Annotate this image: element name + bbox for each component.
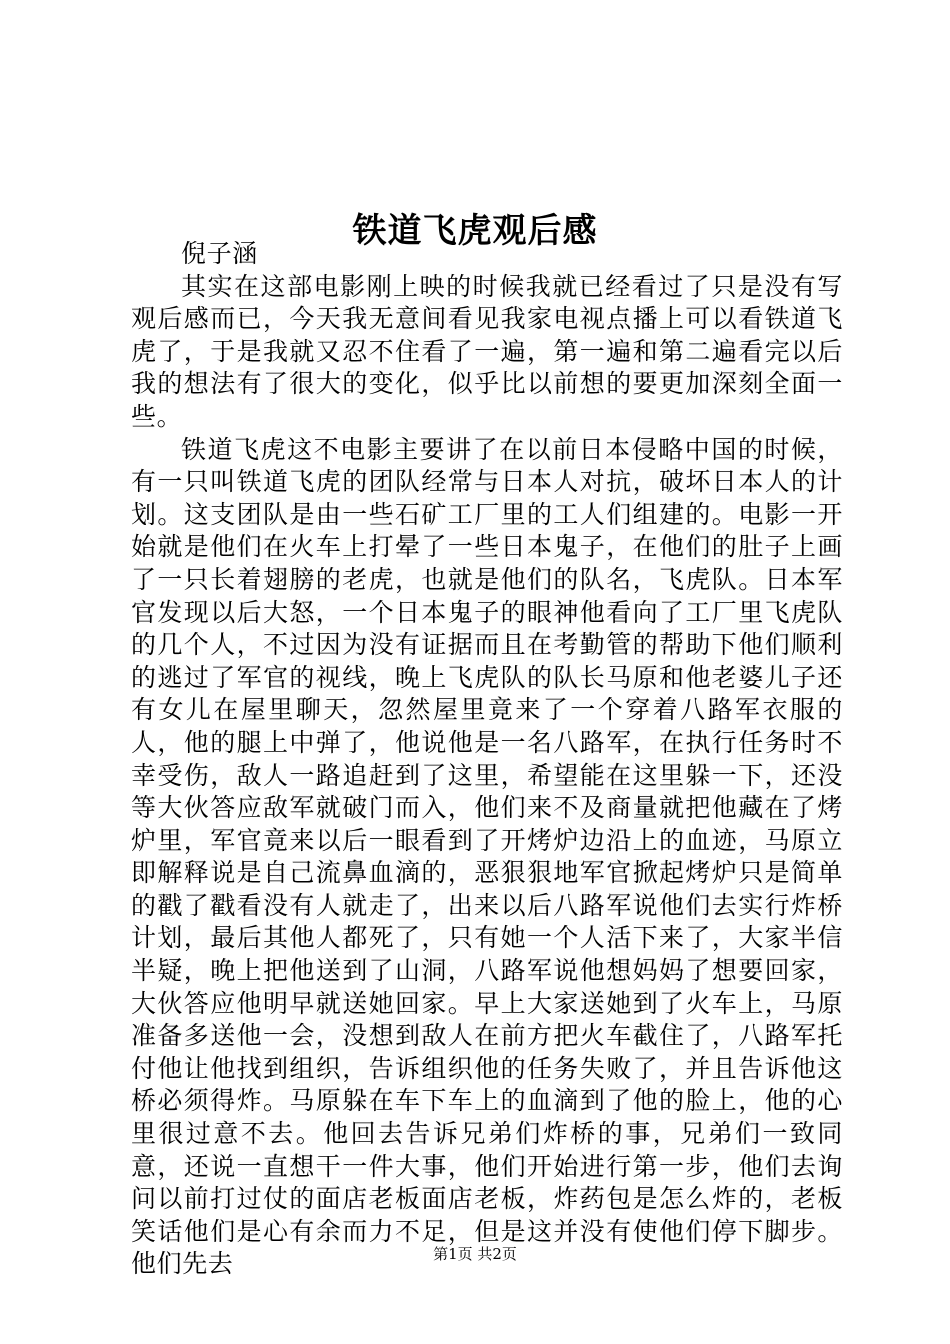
document-body [131,238,843,1281]
paragraph-1: 其实在这部电影刚上映的时候我就已经看过了只是没有写观后感而已，今天我无意间看见我家电视点播上可以看铁道飞虎了，于是我就又忍不住看了一遍，第一遍和第二遍看完以后我的想法有了很大的变化，似乎比以前想的要更加深刻全面一些。 [131,271,843,431]
page-footer: 第1页 共2页 [433,1245,517,1263]
author-name: 倪子涵 [181,239,258,268]
paragraph-2: 铁道飞虎这不电影主要讲了在以前日本侵略中国的时候，有一只叫铁道飞虎的团队经常与日本人对抗，破坏日本人的计划。这支团队是由一些石矿工厂里的工人们组建的。电影一开始就是他们在火车上打晕了一些日本鬼子，在他们的肚子上画了一只长着翅膀的老虎，也就是他们的队名，飞虎队。日本军官发现以后大怒，一个日本鬼子的眼神他看向了工厂里飞虎队的几个人，不过因为没有证据而且在考勤管的帮助下他们顺利的逃过了军官的视线，晚上飞虎队的队长马原和他老婆儿子还有女儿在屋里聊天，忽然屋里竟来了一个穿着八路军衣服的人，他的腿上中弹了，他说他是一名八路军，在执行任务时不幸受伤，敌人一路追赶到了这里，希望能在这里躲一下，还没等大伙答应敌军就破门而入，他们来不及商量就把他藏在了烤炉里，军官竟来以后一眼看到了开烤炉边沿上的血迹，马原立即解释说是自己流鼻血滴的，恶狠狠地军官掀起烤炉只是简单的戳了戳看没有人就走了，出来以后八路军说他们去实行炸桥计划，最后其他人都死了，只有她一个人活下来了，大家半信半疑，晚上把他送到了山洞，八路军说他想妈妈了想要回家，大伙答应他明早就送她回家。早上大家送她到了火车上，马原准备多送他一会，没想到敌人在前方把火车截住了，八路军托付他让他找到组织，告诉组织他的任务失败了，并且告诉他这桥必须得炸。马原躲在车下车上的血滴到了他的脸上，他的心里很过意不去。他回去告诉兄弟们炸桥的事，兄弟们一致同意，还说一直想干一件大事，他们开始进行第一步，他们去询问以前打过仗的面店老板面店老板，炸药包是怎么炸的，老板笑话他们是心有余而力不足，但是这并没有使他们停下脚步。他们先去 [131,434,843,1279]
document-title: 铁道飞虎观后感 [352,210,598,251]
